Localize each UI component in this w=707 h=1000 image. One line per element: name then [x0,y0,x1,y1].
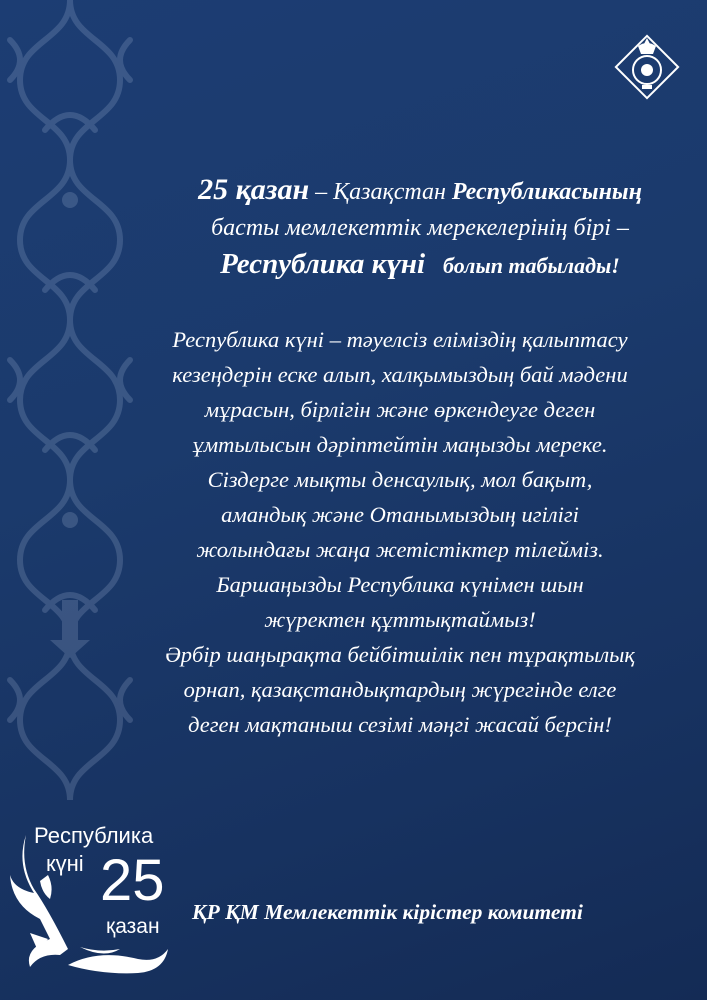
body-line: жүректен құттықтаймыз! [264,607,536,632]
state-revenue-committee-emblem [608,28,686,106]
heading-ending: болып табылады! [443,253,620,278]
body-line: Республика күні – тәуелсіз еліміздің қалыптасу [172,327,628,352]
body-line: ұмтылысын дәріптейтін маңызды мереке. [192,432,608,457]
heading-line-2: басты мемлекеттік мерекелерінің бірі – [211,215,629,241]
body-line: кезеңдерін еске алып, халқымыздың бай мәдени [172,362,628,387]
body-line: Сіздерге мықты денсаулық, мол бақыт, [207,467,593,492]
body-line: жолындағы жаңа жетістіктер тілейміз. [196,537,604,562]
heading-line-1 [150,170,690,212]
logo-word-republic: Республика [34,823,154,848]
body-line: деген мақтаныш сезімі мәңгі жасай берсін! [188,712,612,737]
logo-word-day: күні [46,851,84,876]
body-line: Баршаңызды Республика күнімен шын [216,572,584,597]
heading-holiday-name: Республика күні [220,248,426,280]
heading-line-3 [150,244,690,286]
footer-committee-name: ҚР ҚМ Мемлекеттік кірістер комитеті [192,900,583,924]
heading-dash-country: – Қазақстан [309,179,452,205]
republic-day-logo [8,815,178,985]
heading-date: 25 қазан [198,173,310,206]
heading-republic-of: Республикасының [451,179,642,205]
body-line: амандық және Отанымыздың игілігі [221,502,579,527]
logo-number: 25 [100,848,165,913]
greeting-body [140,322,660,742]
logo-month: қазан [106,915,160,938]
ornament-pattern [0,0,140,800]
body-line: Әрбір шаңырақта бейбітшілік пен тұрақтылық [165,642,635,667]
body-line: мұрасын, бірлігін және өркендеуге деген [204,397,596,422]
body-line: орнап, қазақстандықтардың жүрегінде елге [183,677,617,702]
